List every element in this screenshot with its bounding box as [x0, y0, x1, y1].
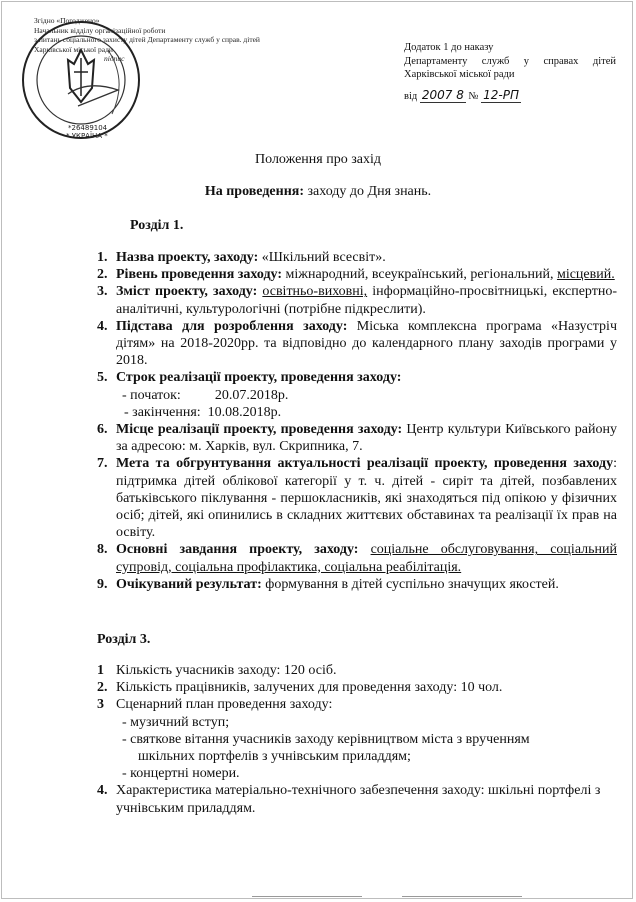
- svg-text:* УКРАЇНА *: * УКРАЇНА *: [66, 132, 108, 140]
- item-label: Місце реалізації проекту, проведення заходу:: [116, 422, 403, 438]
- item-text: формування в дітей суспільно значущих якостей.: [261, 576, 559, 592]
- approval-block: [34, 16, 260, 64]
- date-prefix: від: [404, 91, 418, 102]
- plan-step: - концертні номери.: [122, 766, 240, 782]
- item-label: Назва проекту, заходу:: [116, 250, 259, 265]
- scan-artifact-line: [252, 896, 362, 897]
- item-text: міжнародний, всеукраїнський, регіональний,: [282, 267, 554, 283]
- start-date-line: [116, 387, 617, 404]
- end-value: 10.08.2018р.: [207, 404, 282, 420]
- scan-artifact-line: [402, 896, 522, 897]
- approval-line: Згідно «Погоджено»: [34, 16, 100, 25]
- list-item: [97, 679, 617, 696]
- item-text: Характеристика матеріально-технічного забезпечення заходу: шкільні портфелі з учнівським приладдям.: [116, 783, 601, 816]
- addendum-line2: Департаменту служб у справах дітей: [404, 55, 616, 67]
- approval-line: Начальник відділу організаційної роботи: [34, 25, 166, 35]
- addendum-block: [404, 41, 616, 82]
- item-number: 5.: [97, 370, 108, 386]
- item-text: : підтримка дітей облікової категорії у т. ч. дітей - сиріт та дітей, позбавлених батьківського піклування - першокласників, які знаходяться під опікою у фізичних осіб; дітей, які опинились в складних життєвих обставинах та реалізації їх прав на освіту.: [116, 456, 617, 541]
- list-item: [97, 662, 617, 679]
- item-label: Підстава для розроблення заходу:: [116, 318, 348, 334]
- item-number: 6.: [97, 422, 108, 438]
- document-subtitle: [2, 184, 634, 200]
- section-1-list: [97, 249, 617, 593]
- section-1-heading: Розділ 1.: [130, 218, 184, 233]
- item-number: 1.: [97, 250, 108, 265]
- item-number: 7.: [97, 456, 108, 472]
- document-title: Положення про захід: [255, 152, 381, 167]
- item-label: Зміст проекту, заходу:: [116, 284, 258, 300]
- handwritten-number: 12-РП: [483, 88, 519, 102]
- list-item: [97, 318, 617, 370]
- subtitle-label: На проведення:: [204, 184, 304, 199]
- item-number: 1: [97, 663, 104, 678]
- section-3-heading: Розділ 3.: [97, 632, 151, 647]
- end-date-line: [116, 404, 617, 421]
- item-text: Кількість працівників, залучених для проведення заходу: 10 чол.: [116, 680, 503, 696]
- handwritten-date: 2007 8: [421, 88, 464, 102]
- item-number: 4.: [97, 783, 108, 799]
- item-underlined: освітньо-виховні,: [262, 284, 368, 300]
- list-item: [97, 266, 617, 283]
- approval-signature: підпис: [104, 54, 125, 63]
- item-text: Міська комплексна програма «Назустріч дітям» на 2018-2020рр. та відповідно до календарного плану заходів програми у 2018.: [116, 318, 617, 369]
- list-item: [97, 369, 617, 421]
- item-number: 3: [97, 697, 104, 713]
- number-prefix: №: [468, 91, 479, 102]
- addendum-line3: Харківської міської ради: [404, 69, 515, 80]
- item-text: Центр культури Київського району за адресою: м. Харків, вул. Скрипника, 7.: [116, 422, 617, 455]
- list-item: [97, 283, 617, 317]
- item-text: Сценарний план проведення заходу:: [116, 697, 333, 713]
- item-label: Мета та обгрунтування актуальності реалізації проекту, проведення заходу: [116, 456, 614, 472]
- item-underlined: соціальне обслуговування, соціальний супровід, соціальна профілактика, соціальна реабілітація.: [116, 542, 617, 575]
- list-item: [97, 782, 617, 816]
- item-underlined: місцевий.: [556, 267, 615, 283]
- item-number: 4.: [97, 318, 108, 334]
- order-date-line: [404, 88, 521, 103]
- addendum-line1: Додаток 1 до наказу: [404, 42, 494, 53]
- start-value: 20.07.2018р.: [214, 387, 289, 403]
- item-number: 9.: [97, 576, 108, 592]
- item-number: 3.: [97, 284, 108, 300]
- approval-line: з питань соціального захисту дітей Департаменту служб у справ. дітей: [34, 35, 260, 44]
- item-label: Рівень проведення заходу:: [116, 267, 283, 283]
- plan-step: - святкове вітання учасників заходу керівництвом міста з врученням: [122, 731, 530, 747]
- list-item: [97, 421, 617, 455]
- svg-text:*26489104: *26489104: [68, 124, 108, 132]
- start-label: - початок:: [122, 387, 181, 403]
- list-item: [97, 541, 617, 575]
- item-text: інформаційно-просвітницькі, експертно-аналітичні, культурологічні (потрібне підкреслити).: [116, 284, 617, 317]
- item-label: Строк реалізації проекту, проведення заходу:: [116, 370, 402, 386]
- document-page: [1, 1, 633, 899]
- section-3-list: [97, 662, 617, 817]
- end-label: - закінчення:: [124, 404, 201, 420]
- list-item: [97, 696, 617, 782]
- plan-step-continued: шкільних портфелів з учнівським приладдям;: [138, 749, 411, 765]
- plan-step: - музичний вступ;: [122, 714, 230, 730]
- item-label: Очікуваний результат:: [116, 576, 262, 592]
- approval-line: Харківської міської ради: [34, 44, 113, 54]
- item-text: «Шкільний всесвіт».: [258, 250, 386, 265]
- subtitle-text: заходу до Дня знань.: [304, 184, 432, 199]
- list-item: [97, 455, 617, 541]
- list-item: [97, 249, 617, 266]
- item-number: 2.: [97, 680, 108, 696]
- item-text: Кількість учасників заходу: 120 осіб.: [116, 663, 337, 678]
- item-number: 8.: [97, 542, 108, 558]
- item-label: Основні завдання проекту, заходу:: [116, 542, 359, 558]
- item-number: 2.: [97, 267, 108, 283]
- list-item: [97, 576, 617, 593]
